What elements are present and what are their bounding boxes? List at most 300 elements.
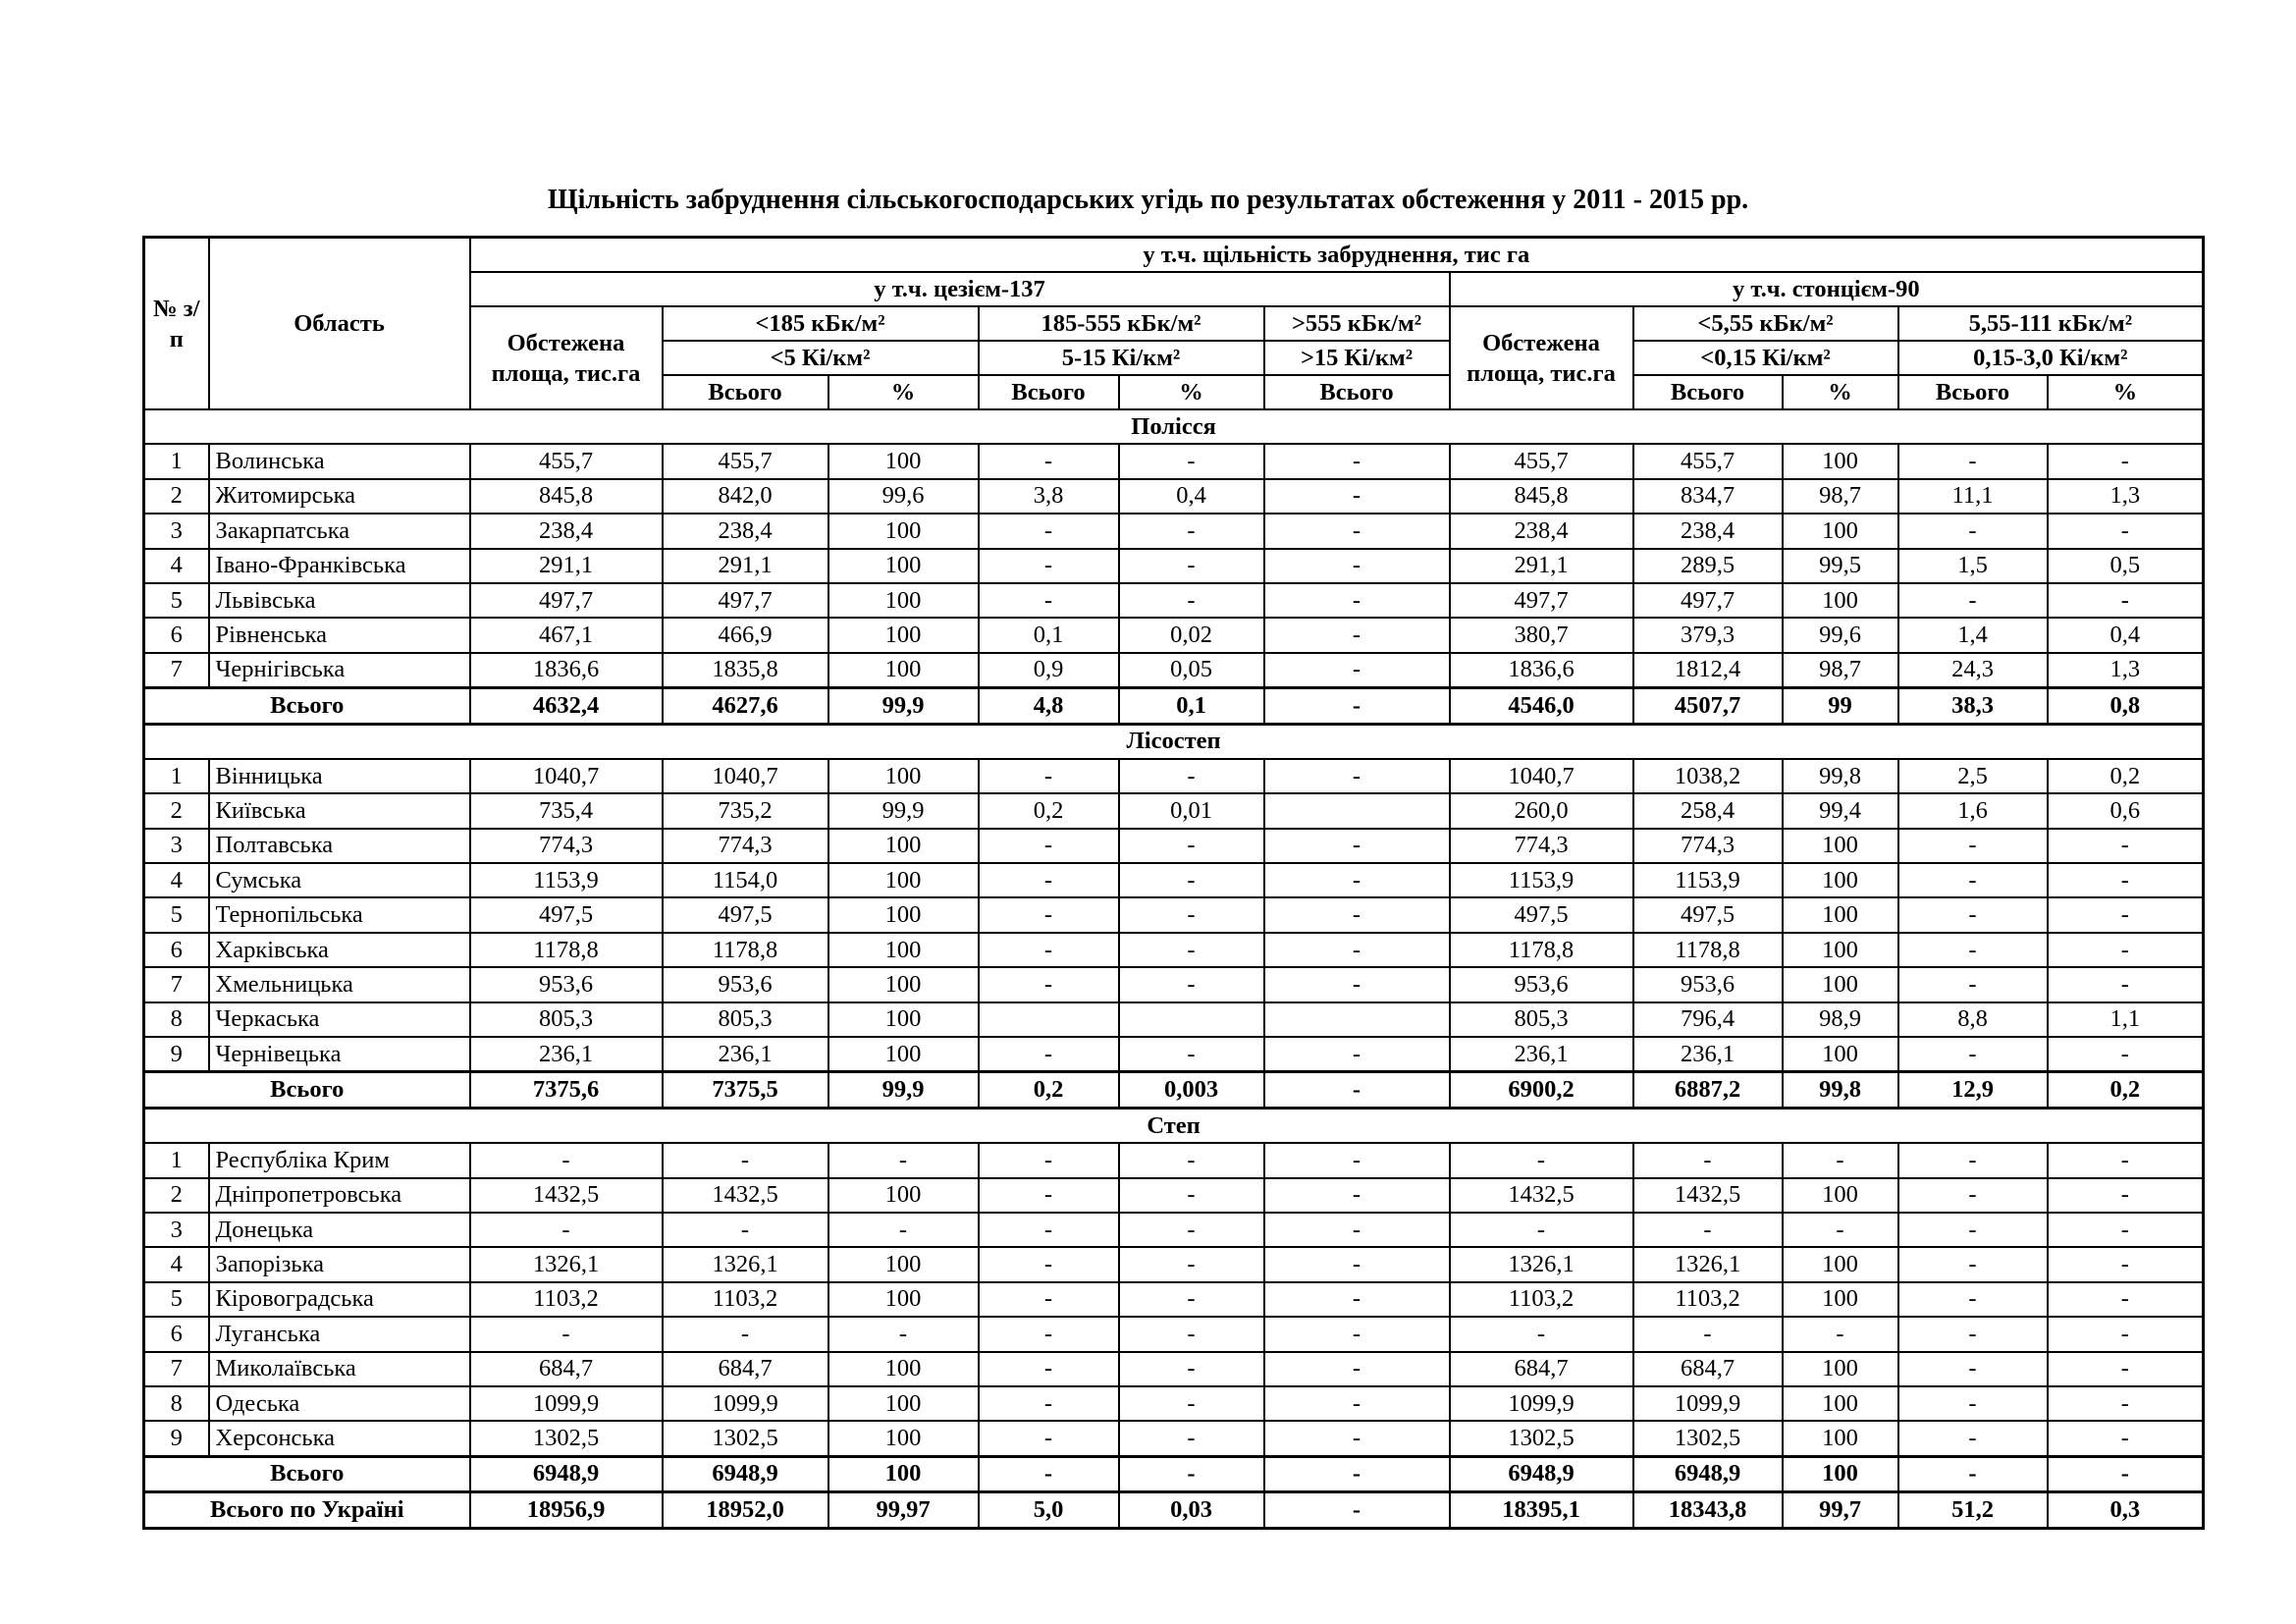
value-cell: - [1119, 514, 1264, 548]
total-label: Всього [144, 1072, 470, 1108]
section-row [144, 724, 2204, 759]
value-cell: 380,7 [1450, 618, 1633, 652]
value-cell: - [979, 1178, 1119, 1213]
value-cell: - [1898, 444, 2048, 478]
value-cell: 455,7 [1450, 444, 1633, 478]
table-row [144, 1213, 2204, 1247]
value-cell: 735,2 [663, 793, 828, 828]
value-cell: - [2048, 583, 2204, 618]
total-value-cell: - [1264, 1456, 1450, 1491]
value-cell: 100 [828, 549, 979, 583]
grand-total-value-cell: 0,03 [1119, 1492, 1264, 1528]
value-cell: - [1264, 583, 1450, 618]
value-cell: - [2048, 1352, 2204, 1386]
table-row [144, 583, 2204, 618]
value-cell: - [979, 1352, 1119, 1386]
value-cell: 1302,5 [470, 1421, 663, 1456]
value-cell: - [470, 1213, 663, 1247]
value-cell: 100 [828, 1178, 979, 1213]
value-cell: 842,0 [663, 479, 828, 514]
row-number: 9 [144, 1037, 209, 1072]
total-label: Всього [144, 688, 470, 724]
value-cell: 291,1 [663, 549, 828, 583]
value-cell: 0,4 [1119, 479, 1264, 514]
value-cell: 1812,4 [1633, 653, 1783, 688]
value-cell: - [1898, 1213, 2048, 1247]
value-cell: 99,6 [1783, 618, 1898, 652]
section-row [144, 409, 2204, 444]
table-row [144, 1037, 2204, 1072]
region-name: Житомирська [209, 479, 470, 514]
value-cell: 953,6 [470, 967, 663, 1001]
value-cell: 497,7 [470, 583, 663, 618]
value-cell: 805,3 [470, 1002, 663, 1037]
header-strontium-group: у т.ч. стонцієм-90 [1450, 272, 2204, 306]
table-row [144, 549, 2204, 583]
row-number: 4 [144, 863, 209, 897]
value-cell: - [1264, 1317, 1450, 1351]
value-cell: - [2048, 897, 2204, 932]
region-name: Вінницька [209, 759, 470, 793]
value-cell: 238,4 [663, 514, 828, 548]
value-cell: 100 [1783, 514, 1898, 548]
value-cell: 1,5 [1898, 549, 2048, 583]
value-cell: 100 [828, 514, 979, 548]
table-row [144, 933, 2204, 967]
value-cell: 260,0 [1450, 793, 1633, 828]
value-cell: - [1264, 1421, 1450, 1456]
value-cell: 0,05 [1119, 653, 1264, 688]
value-cell: - [2048, 514, 2204, 548]
value-cell: - [1119, 1282, 1264, 1317]
total-value-cell: 6948,9 [1633, 1456, 1783, 1491]
value-cell: - [979, 1247, 1119, 1281]
value-cell: 497,5 [1633, 897, 1783, 932]
value-cell: 100 [828, 1037, 979, 1072]
value-cell: - [1119, 967, 1264, 1001]
header-sr-range1-kbq: <5,55 кБк/м² [1633, 306, 1898, 341]
table-body [144, 409, 2204, 1528]
value-cell: - [1264, 653, 1450, 688]
contamination-table [142, 236, 2205, 1530]
value-cell: 1326,1 [663, 1247, 828, 1281]
header-sr-range2-kbq: 5,55-111 кБк/м² [1898, 306, 2204, 341]
value-cell: 0,4 [2048, 618, 2204, 652]
grand-total-value-cell: 18395,1 [1450, 1492, 1633, 1528]
value-cell: 100 [1783, 1282, 1898, 1317]
value-cell: - [1264, 933, 1450, 967]
value-cell: - [470, 1317, 663, 1351]
value-cell: - [979, 1213, 1119, 1247]
value-cell: 455,7 [663, 444, 828, 478]
value-cell: - [1264, 1143, 1450, 1177]
value-cell: 236,1 [470, 1037, 663, 1072]
value-cell: 497,7 [1633, 583, 1783, 618]
header-cs-range3-kbq: >555 кБк/м² [1264, 306, 1450, 341]
header-region: Область [209, 238, 470, 410]
row-number: 3 [144, 829, 209, 863]
value-cell: 0,2 [2048, 759, 2204, 793]
value-cell: - [828, 1143, 979, 1177]
row-number: 7 [144, 653, 209, 688]
value-cell: 258,4 [1633, 793, 1783, 828]
value-cell: 236,1 [1450, 1037, 1633, 1072]
value-cell: 497,5 [470, 897, 663, 932]
section-total-row [144, 1072, 2204, 1108]
value-cell: 1178,8 [663, 933, 828, 967]
header-cs-range3-ci: >15 Кі/км² [1264, 341, 1450, 375]
value-cell: - [2048, 863, 2204, 897]
value-cell: 100 [1783, 1037, 1898, 1072]
total-value-cell: 99,8 [1783, 1072, 1898, 1108]
value-cell: 100 [828, 444, 979, 478]
value-cell: 8,8 [1898, 1002, 2048, 1037]
header-num: № з/п [144, 238, 209, 410]
row-number: 5 [144, 583, 209, 618]
value-cell: 1099,9 [1450, 1386, 1633, 1421]
region-name: Волинська [209, 444, 470, 478]
table-row [144, 829, 2204, 863]
value-cell: 953,6 [1450, 967, 1633, 1001]
value-cell: 1326,1 [470, 1247, 663, 1281]
value-cell: 100 [1783, 967, 1898, 1001]
grand-total-value-cell: 5,0 [979, 1492, 1119, 1528]
value-cell: 1432,5 [1633, 1178, 1783, 1213]
header-sr-area: Обстежена площа, тис.га [1450, 306, 1633, 409]
region-name: Полтавська [209, 829, 470, 863]
total-value-cell: 6887,2 [1633, 1072, 1783, 1108]
value-cell: - [1898, 967, 2048, 1001]
value-cell: 1326,1 [1633, 1247, 1783, 1281]
value-cell: - [1119, 1386, 1264, 1421]
value-cell: 845,8 [1450, 479, 1633, 514]
value-cell: - [2048, 1421, 2204, 1456]
region-name: Херсонська [209, 1421, 470, 1456]
header-pct-sr1: % [1783, 375, 1898, 409]
value-cell: - [979, 967, 1119, 1001]
region-name: Тернопільська [209, 897, 470, 932]
total-value-cell: 4627,6 [663, 688, 828, 724]
value-cell: 289,5 [1633, 549, 1783, 583]
value-cell: - [1264, 1247, 1450, 1281]
grand-total-value-cell: 51,2 [1898, 1492, 2048, 1528]
value-cell: - [1119, 1317, 1264, 1351]
value-cell: - [1264, 1213, 1450, 1247]
table-row [144, 618, 2204, 652]
value-cell: 1,3 [2048, 653, 2204, 688]
region-name: Дніпропетровська [209, 1178, 470, 1213]
value-cell: - [1898, 897, 2048, 932]
value-cell: - [979, 583, 1119, 618]
value-cell: 953,6 [1633, 967, 1783, 1001]
value-cell: - [2048, 1282, 2204, 1317]
value-cell: 98,7 [1783, 479, 1898, 514]
value-cell: 238,4 [1633, 514, 1783, 548]
header-main-group: у т.ч. щільність забруднення, тис га [470, 238, 2204, 273]
table-row [144, 444, 2204, 478]
value-cell: - [979, 549, 1119, 583]
value-cell: - [979, 1037, 1119, 1072]
value-cell: - [979, 1317, 1119, 1351]
value-cell: 98,7 [1783, 653, 1898, 688]
value-cell: - [1783, 1213, 1898, 1247]
value-cell: 100 [828, 1002, 979, 1037]
section-total-row [144, 688, 2204, 724]
table-row [144, 793, 2204, 828]
value-cell: - [979, 829, 1119, 863]
row-number: 8 [144, 1386, 209, 1421]
table-row [144, 1247, 2204, 1281]
value-cell: - [1119, 1352, 1264, 1386]
row-number: 2 [144, 479, 209, 514]
table-row [144, 514, 2204, 548]
value-cell: - [828, 1317, 979, 1351]
value-cell: - [1119, 583, 1264, 618]
table-row [144, 897, 2204, 932]
value-cell: - [1450, 1317, 1633, 1351]
total-value-cell: 4507,7 [1633, 688, 1783, 724]
total-value-cell: 99 [1783, 688, 1898, 724]
value-cell: 100 [828, 829, 979, 863]
value-cell: - [1450, 1143, 1633, 1177]
value-cell: 1178,8 [1450, 933, 1633, 967]
value-cell: 291,1 [1450, 549, 1633, 583]
value-cell: - [1264, 444, 1450, 478]
value-cell: - [2048, 1178, 2204, 1213]
value-cell: - [2048, 1213, 2204, 1247]
value-cell: 497,7 [663, 583, 828, 618]
row-number: 9 [144, 1421, 209, 1456]
value-cell: - [663, 1143, 828, 1177]
total-value-cell: 0,8 [2048, 688, 2204, 724]
value-cell: - [1119, 933, 1264, 967]
value-cell: 238,4 [470, 514, 663, 548]
value-cell: 100 [1783, 863, 1898, 897]
total-value-cell: 0,1 [1119, 688, 1264, 724]
value-cell: 1302,5 [663, 1421, 828, 1456]
value-cell: - [1264, 1352, 1450, 1386]
total-value-cell: - [1264, 1072, 1450, 1108]
value-cell: - [1898, 1352, 2048, 1386]
value-cell: - [979, 759, 1119, 793]
grand-total-value-cell: 0,3 [2048, 1492, 2204, 1528]
value-cell: 684,7 [1633, 1352, 1783, 1386]
value-cell: 1178,8 [1633, 933, 1783, 967]
region-name: Луганська [209, 1317, 470, 1351]
value-cell: 1836,6 [470, 653, 663, 688]
value-cell: 1153,9 [1633, 863, 1783, 897]
value-cell: 735,4 [470, 793, 663, 828]
value-cell: 497,5 [1450, 897, 1633, 932]
value-cell: - [1119, 759, 1264, 793]
value-cell: - [2048, 1386, 2204, 1421]
value-cell: 0,01 [1119, 793, 1264, 828]
value-cell: 2,5 [1898, 759, 2048, 793]
section-title: Степ [144, 1108, 2204, 1143]
total-value-cell: 100 [1783, 1456, 1898, 1491]
value-cell: - [1119, 897, 1264, 932]
value-cell: - [2048, 933, 2204, 967]
region-name: Львівська [209, 583, 470, 618]
grand-total-value-cell: 99,97 [828, 1492, 979, 1528]
value-cell: - [1264, 549, 1450, 583]
region-name: Рівненська [209, 618, 470, 652]
value-cell: - [2048, 1247, 2204, 1281]
header-pct-sr2: % [2048, 375, 2204, 409]
value-cell: - [1264, 514, 1450, 548]
value-cell: 100 [1783, 933, 1898, 967]
value-cell: 291,1 [470, 549, 663, 583]
value-cell: 1302,5 [1633, 1421, 1783, 1456]
value-cell: - [1264, 479, 1450, 514]
grand-total-label: Всього по Україні [144, 1492, 470, 1528]
header-pct-cs2: % [1119, 375, 1264, 409]
section-total-row [144, 1456, 2204, 1491]
value-cell: - [1119, 549, 1264, 583]
value-cell: - [1783, 1317, 1898, 1351]
value-cell: 99,9 [828, 793, 979, 828]
header-total-cs2: Всього [979, 375, 1119, 409]
value-cell: 845,8 [470, 479, 663, 514]
value-cell: 796,4 [1633, 1002, 1783, 1037]
row-number: 1 [144, 1143, 209, 1177]
value-cell: 24,3 [1898, 653, 2048, 688]
header-cs-range1-kbq: <185 кБк/м² [663, 306, 979, 341]
row-number: 7 [144, 1352, 209, 1386]
region-name: Одеська [209, 1386, 470, 1421]
region-name: Чернігівська [209, 653, 470, 688]
table-row [144, 967, 2204, 1001]
value-cell: - [1119, 1213, 1264, 1247]
value-cell: 1153,9 [470, 863, 663, 897]
value-cell: - [979, 933, 1119, 967]
header-pct-cs1: % [828, 375, 979, 409]
value-cell: 466,9 [663, 618, 828, 652]
region-name: Черкаська [209, 1002, 470, 1037]
document-title: Щільність забруднення сільськогосподарських угідь по результатах обстеження у 2011 - 2015 рр. [547, 185, 1749, 215]
value-cell: - [979, 1282, 1119, 1317]
value-cell: 99,8 [1783, 759, 1898, 793]
region-name: Київська [209, 793, 470, 828]
value-cell: 0,6 [2048, 793, 2204, 828]
value-cell: 0,1 [979, 618, 1119, 652]
grand-total-value-cell: 18343,8 [1633, 1492, 1783, 1528]
value-cell: 1153,9 [1450, 863, 1633, 897]
header-cs-range2-ci: 5-15 Кі/км² [979, 341, 1264, 375]
value-cell: 1836,6 [1450, 653, 1633, 688]
value-cell: - [1119, 1247, 1264, 1281]
value-cell: 100 [1783, 897, 1898, 932]
row-number: 2 [144, 793, 209, 828]
table-row [144, 1386, 2204, 1421]
value-cell: - [1633, 1143, 1783, 1177]
table-row [144, 653, 2204, 688]
value-cell: - [1633, 1317, 1783, 1351]
row-number: 2 [144, 1178, 209, 1213]
header-sr-range2-ci: 0,15-3,0 Кі/км² [1898, 341, 2204, 375]
section-title: Лісостеп [144, 724, 2204, 759]
region-name: Донецька [209, 1213, 470, 1247]
value-cell: - [1264, 618, 1450, 652]
value-cell: 1103,2 [663, 1282, 828, 1317]
value-cell: - [1264, 1178, 1450, 1213]
value-cell: - [979, 1421, 1119, 1456]
value-cell: - [979, 897, 1119, 932]
value-cell: 684,7 [663, 1352, 828, 1386]
value-cell: 238,4 [1450, 514, 1633, 548]
value-cell [1264, 793, 1450, 828]
value-cell: 0,02 [1119, 618, 1264, 652]
value-cell: - [663, 1213, 828, 1247]
value-cell: 379,3 [1633, 618, 1783, 652]
value-cell: - [470, 1143, 663, 1177]
value-cell: 100 [1783, 1421, 1898, 1456]
value-cell: 98,9 [1783, 1002, 1898, 1037]
value-cell: 774,3 [663, 829, 828, 863]
value-cell: - [1119, 444, 1264, 478]
total-value-cell: - [1264, 688, 1450, 724]
value-cell: 1099,9 [1633, 1386, 1783, 1421]
total-value-cell: 0,2 [2048, 1072, 2204, 1108]
value-cell: - [1119, 829, 1264, 863]
value-cell: - [1264, 1386, 1450, 1421]
region-name: Чернівецька [209, 1037, 470, 1072]
row-number: 4 [144, 549, 209, 583]
row-number: 5 [144, 897, 209, 932]
value-cell: 497,5 [663, 897, 828, 932]
region-name: Кіровоградська [209, 1282, 470, 1317]
header-total-cs1: Всього [663, 375, 828, 409]
value-cell: - [1898, 1386, 2048, 1421]
value-cell: - [1898, 583, 2048, 618]
table-row [144, 479, 2204, 514]
total-value-cell: 100 [828, 1456, 979, 1491]
value-cell: 3,8 [979, 479, 1119, 514]
total-value-cell: - [979, 1456, 1119, 1491]
value-cell: 100 [828, 1421, 979, 1456]
value-cell: 100 [828, 1282, 979, 1317]
value-cell: 100 [1783, 1352, 1898, 1386]
value-cell: - [1119, 1143, 1264, 1177]
value-cell: - [979, 514, 1119, 548]
value-cell: 100 [828, 933, 979, 967]
value-cell: - [1898, 829, 2048, 863]
value-cell: 1,1 [2048, 1002, 2204, 1037]
region-name: Закарпатська [209, 514, 470, 548]
value-cell: 236,1 [1633, 1037, 1783, 1072]
value-cell: - [2048, 444, 2204, 478]
total-value-cell: - [1119, 1456, 1264, 1491]
value-cell: - [979, 863, 1119, 897]
value-cell: 805,3 [1450, 1002, 1633, 1037]
total-value-cell: 4632,4 [470, 688, 663, 724]
value-cell: - [1898, 1421, 2048, 1456]
grand-total-value-cell: - [1264, 1492, 1450, 1528]
total-value-cell: 99,9 [828, 1072, 979, 1108]
value-cell: 0,2 [979, 793, 1119, 828]
value-cell: 1432,5 [663, 1178, 828, 1213]
value-cell: 100 [1783, 1247, 1898, 1281]
region-name: Івано-Франківська [209, 549, 470, 583]
value-cell: 497,7 [1450, 583, 1633, 618]
value-cell: - [979, 1143, 1119, 1177]
value-cell: - [1264, 967, 1450, 1001]
row-number: 3 [144, 1213, 209, 1247]
value-cell: 1103,2 [1633, 1282, 1783, 1317]
grand-total-value-cell: 99,7 [1783, 1492, 1898, 1528]
value-cell: 1,6 [1898, 793, 2048, 828]
region-name: Хмельницька [209, 967, 470, 1001]
